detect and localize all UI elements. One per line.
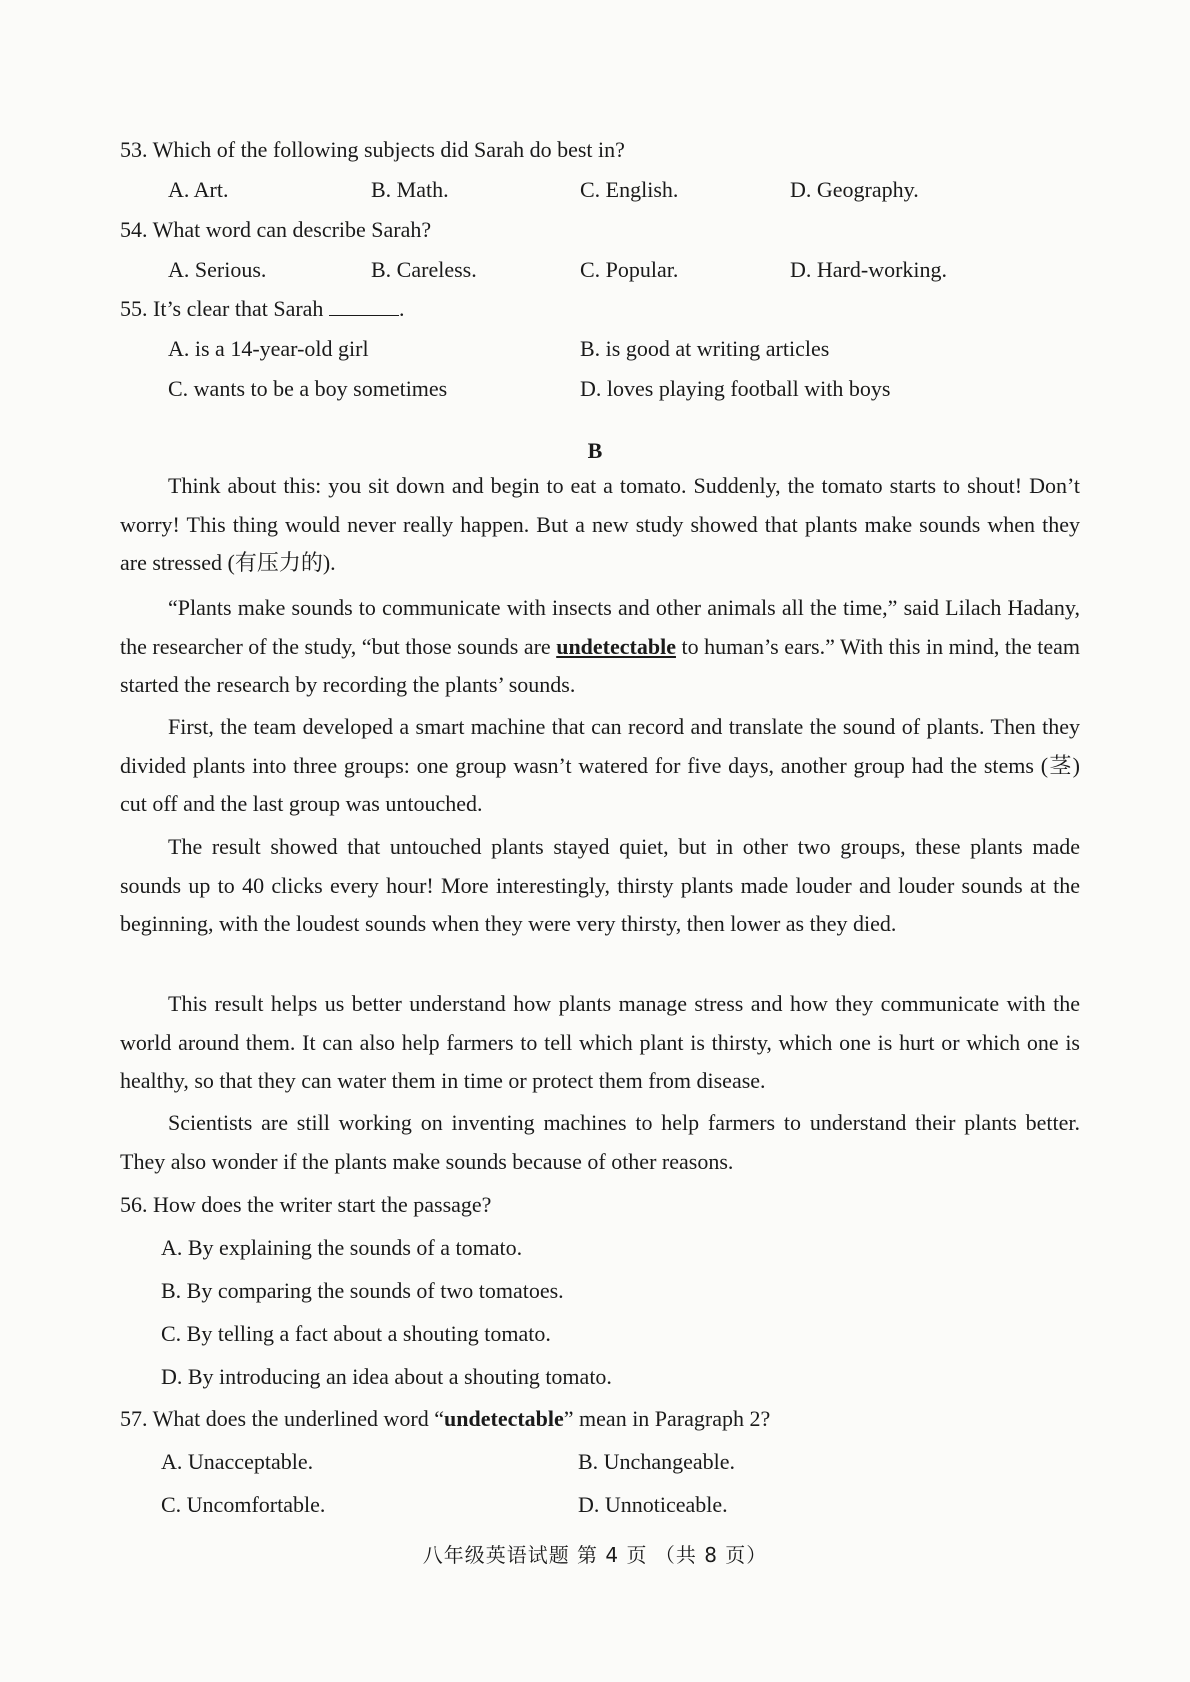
passage-paragraph-3: [120, 708, 1080, 824]
question-53: 53. Which of the following subjects did Sarah do best in?: [120, 137, 625, 162]
answer-blank: [329, 295, 399, 316]
section-label: B: [587, 438, 603, 463]
q57-option-a: A. Unacceptable.: [161, 1449, 314, 1474]
q57-text-after: ” mean in Paragraph 2?: [563, 1406, 771, 1431]
q57-text-before: 57. What does the underlined word “: [120, 1406, 445, 1431]
passage-paragraph-2: [120, 589, 1080, 705]
underlined-word: undetectable: [556, 633, 676, 659]
q55-option-c: C. wants to be a boy sometimes: [168, 376, 448, 401]
passage-paragraph-4: [120, 828, 1080, 944]
q53-option-c: C. English.: [580, 177, 679, 202]
question-56: 56. How does the writer start the passage?: [120, 1192, 492, 1217]
passage-paragraph-1: [120, 467, 1080, 583]
question-57: [120, 1405, 770, 1433]
q55-option-b: B. is good at writing articles: [580, 336, 830, 361]
p2-text-after: to human’s ears.” With this in mind, the team started the research by recording the plants’ sounds.: [120, 633, 1080, 697]
q57-word: undetectable: [444, 1406, 564, 1431]
passage-paragraph-6: [120, 1104, 1080, 1181]
p3-text: First, the team developed a smart machine that can record and translate the sound of plants. Then they divided plants into three groups: one group wasn’t watered for five days, another group had the stems (茎) cut off and the last group was untouched.: [120, 714, 1080, 816]
page-footer: 八年级英语试题 第 4 页 （共 8 页）: [422, 1543, 768, 1567]
p5-text: This result helps us better understand how plants manage stress and how they communicate with the world around them. It can also help farmers to tell which plant is thirsty, which one is hurt or which one is healthy, so that they can water them in time or protect them from disease.: [120, 991, 1080, 1093]
p6-text: Scientists are still working on inventing machines to help farmers to understand their plants better. They also wonder if the plants make sounds because of other reasons.: [120, 1110, 1080, 1174]
q55-question-prefix: 55. It’s clear that Sarah: [120, 296, 324, 321]
q53-option-a: A. Art.: [168, 177, 229, 202]
q57-option-c: C. Uncomfortable.: [161, 1492, 326, 1517]
passage-paragraph-5: [120, 985, 1080, 1101]
p4-text: The result showed that untouched plants stayed quiet, but in other two groups, these plants made sounds up to 40 clicks every hour! More interestingly, thirsty plants made louder and louder sounds at the beginning, with the loudest sounds when they were very thirsty, then lower as they died.: [120, 834, 1080, 936]
q56-option-d: D. By introducing an idea about a shouting tomato.: [161, 1364, 612, 1389]
question-55: [120, 295, 404, 323]
q54-option-b: B. Careless.: [371, 257, 477, 282]
q54-option-a: A. Serious.: [168, 257, 267, 282]
q53-option-d: D. Geography.: [790, 177, 919, 202]
p1-text: Think about this: you sit down and begin to eat a tomato. Suddenly, the tomato starts to shout! Don’t worry! This thing would never really happen. But a new study showed that plants make sounds when they are stressed (有压力的).: [120, 473, 1080, 575]
q57-option-d: D. Unnoticeable.: [578, 1492, 728, 1517]
q56-option-c: C. By telling a fact about a shouting tomato.: [161, 1321, 551, 1346]
q55-question-suffix: .: [398, 296, 405, 321]
q56-option-a: A. By explaining the sounds of a tomato.: [161, 1235, 523, 1260]
question-54: 54. What word can describe Sarah?: [120, 217, 432, 242]
q57-option-b: B. Unchangeable.: [578, 1449, 735, 1474]
q55-option-a: A. is a 14-year-old girl: [168, 336, 369, 361]
q56-option-b: B. By comparing the sounds of two tomatoes.: [161, 1278, 564, 1303]
p2-text-before: “Plants make sounds to communicate with insects and other animals all the time,” said Lilach Hadany, the researcher of the study, “but those sounds are: [120, 595, 1080, 659]
q55-option-d: D. loves playing football with boys: [580, 376, 891, 401]
q53-option-b: B. Math.: [371, 177, 449, 202]
q54-option-c: C. Popular.: [580, 257, 679, 282]
q54-option-d: D. Hard-working.: [790, 257, 948, 282]
